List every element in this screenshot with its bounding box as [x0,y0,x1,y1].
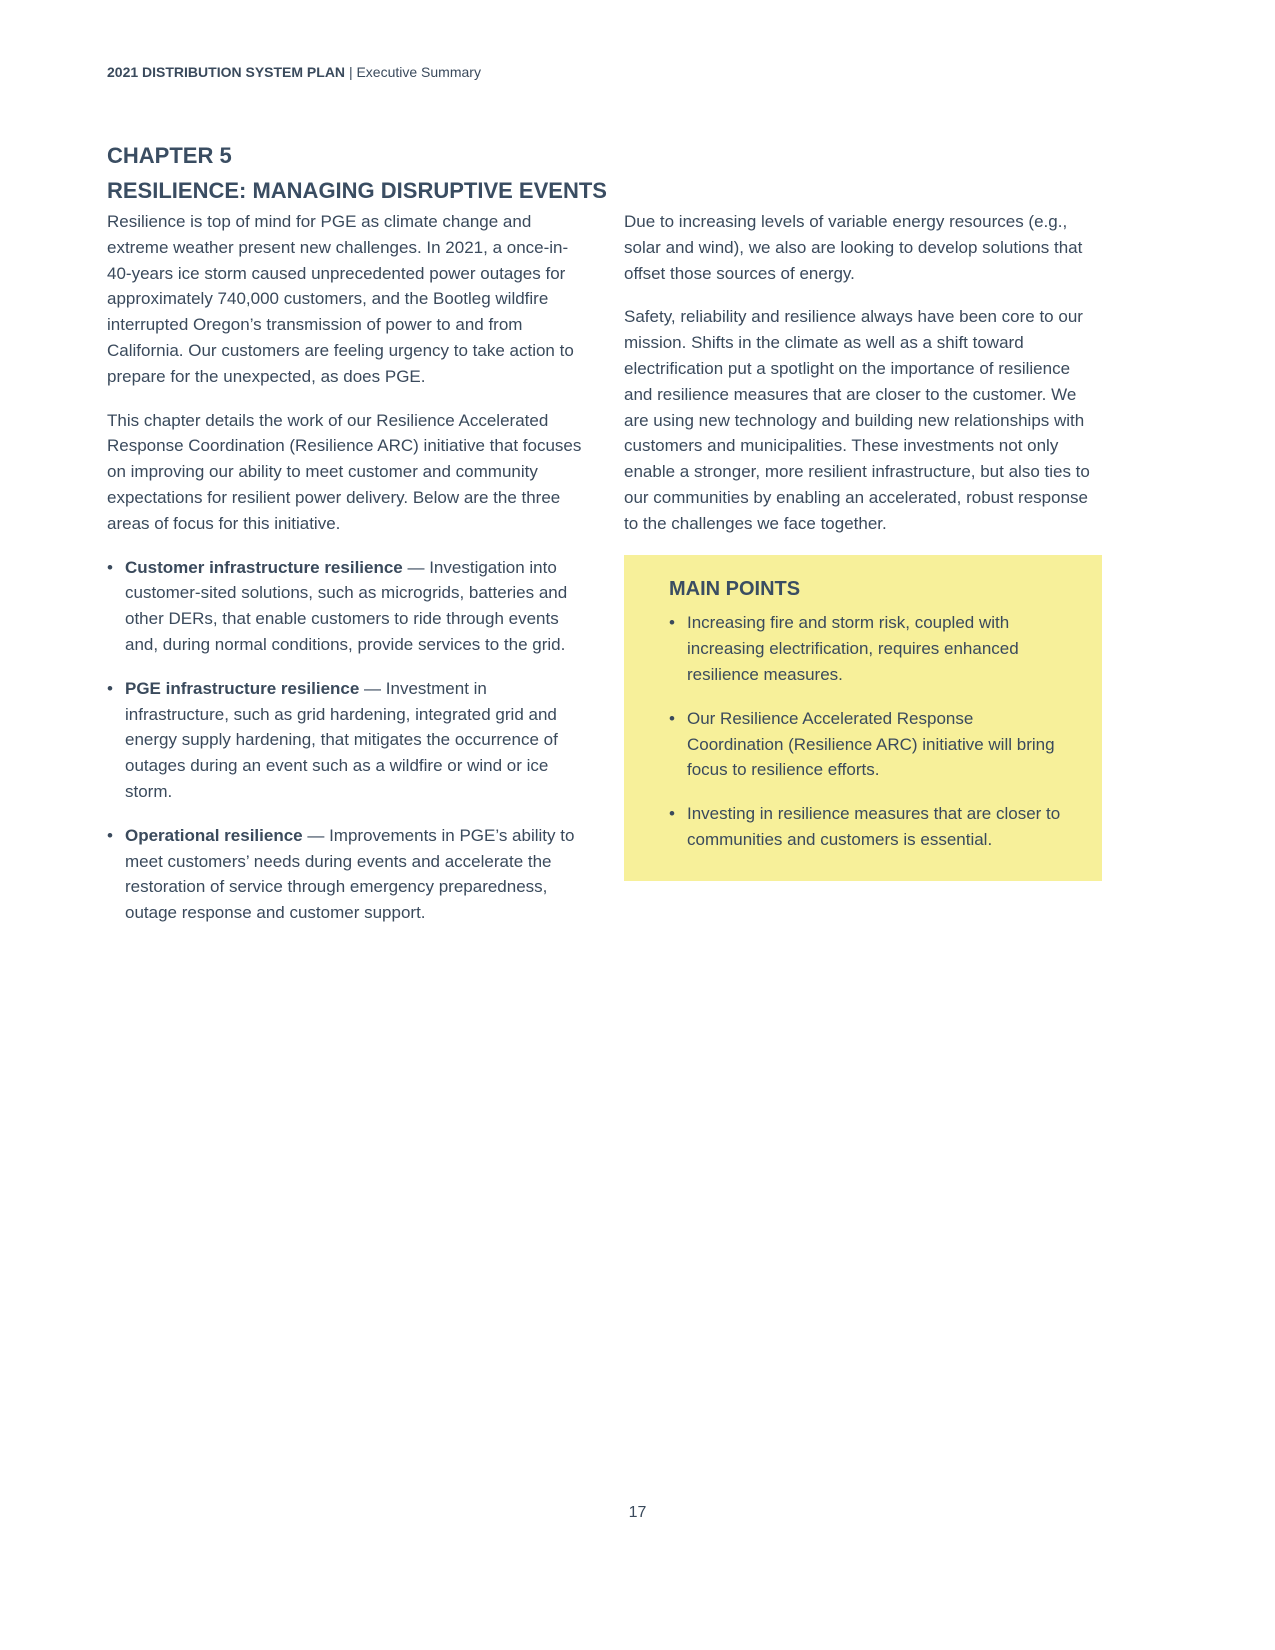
main-points-title: MAIN POINTS [669,577,801,600]
paragraph: Resilience is top of mind for PGE as climate change and extreme weather present new challenges. In 2021, a once-in-40-years ice storm caused unprecedented power outages for approximately 740,000 customers, and the Bootleg wildfire interrupted Oregon’s transmission of power to and from California. Our customers are feeling urgency to take action to prepare for the unexpected, as does PGE. [107,212,574,386]
left-column [107,209,592,944]
item-text: — Improvements in PGE’s ability to meet customers’ needs during events and accelerate the restoration of service through emergency preparedness, outage response and customer support. [125,825,575,923]
list-item: • Our Resilience Accelerated Response Coordination (Resilience ARC) initiative will bring focus to resilience efforts. [669,706,1072,783]
section-name: | Executive Summary [348,64,481,80]
main-points-list [669,610,1072,852]
focus-areas-list [107,555,592,926]
list-item: • Investing in resilience measures that are closer to communities and customers is essential. [669,801,1072,853]
paragraph: Safety, reliability and resilience always have been core to our mission. Shifts in the climate as well as a shift toward electrification put a spotlight on the importance of resilience and resilience measures that are closer to the customer. We are using new technology and building new relationships with customers and municipalities. These investments not only enable a stronger, more resilient infrastructure, but also ties to our communities by enabling an accelerated, robust response to the challenges we face together. [624,307,1090,533]
chapter-heading [107,138,607,208]
item-title: Customer infrastructure resilience [125,557,403,577]
item-text: — Investment in infrastructure, such as grid hardening, integrated grid and energy supply hardening, that mitigates the occurrence of outages during an event such as a wildfire or wind or ice storm. [125,678,558,801]
list-item [107,555,592,658]
right-column [624,209,1102,881]
item-title: Operational resilience [125,825,303,845]
running-header [107,64,481,80]
item-title: PGE infrastructure resilience [125,678,360,698]
list-item [107,823,592,926]
page-number: 17 [628,1504,647,1521]
item-text: — Investigation into customer-sited solutions, such as microgrids, batteries and other DERs, that enable customers to ride through events and, during normal conditions, provide services to the grid. [125,557,568,654]
chapter-number: CHAPTER 5 [107,143,232,168]
document-title: 2021 DISTRIBUTION SYSTEM PLAN [107,64,346,80]
paragraph: Due to increasing levels of variable energy resources (e.g., solar and wind), we also are looking to develop solutions that offset those sources of energy. [624,212,1083,283]
list-item: • Increasing fire and storm risk, coupled with increasing electrification, requires enhanced resilience measures. [669,610,1072,687]
paragraph: This chapter details the work of our Resilience Accelerated Response Coordination (Resilience ARC) initiative that focuses on improving our ability to meet customer and community expectations for resilient power delivery. Below are the three areas of focus for this initiative. [107,410,582,533]
chapter-title: RESILIENCE: MANAGING DISRUPTIVE EVENTS [107,178,607,203]
list-item [107,676,592,805]
main-points-box [624,555,1102,881]
